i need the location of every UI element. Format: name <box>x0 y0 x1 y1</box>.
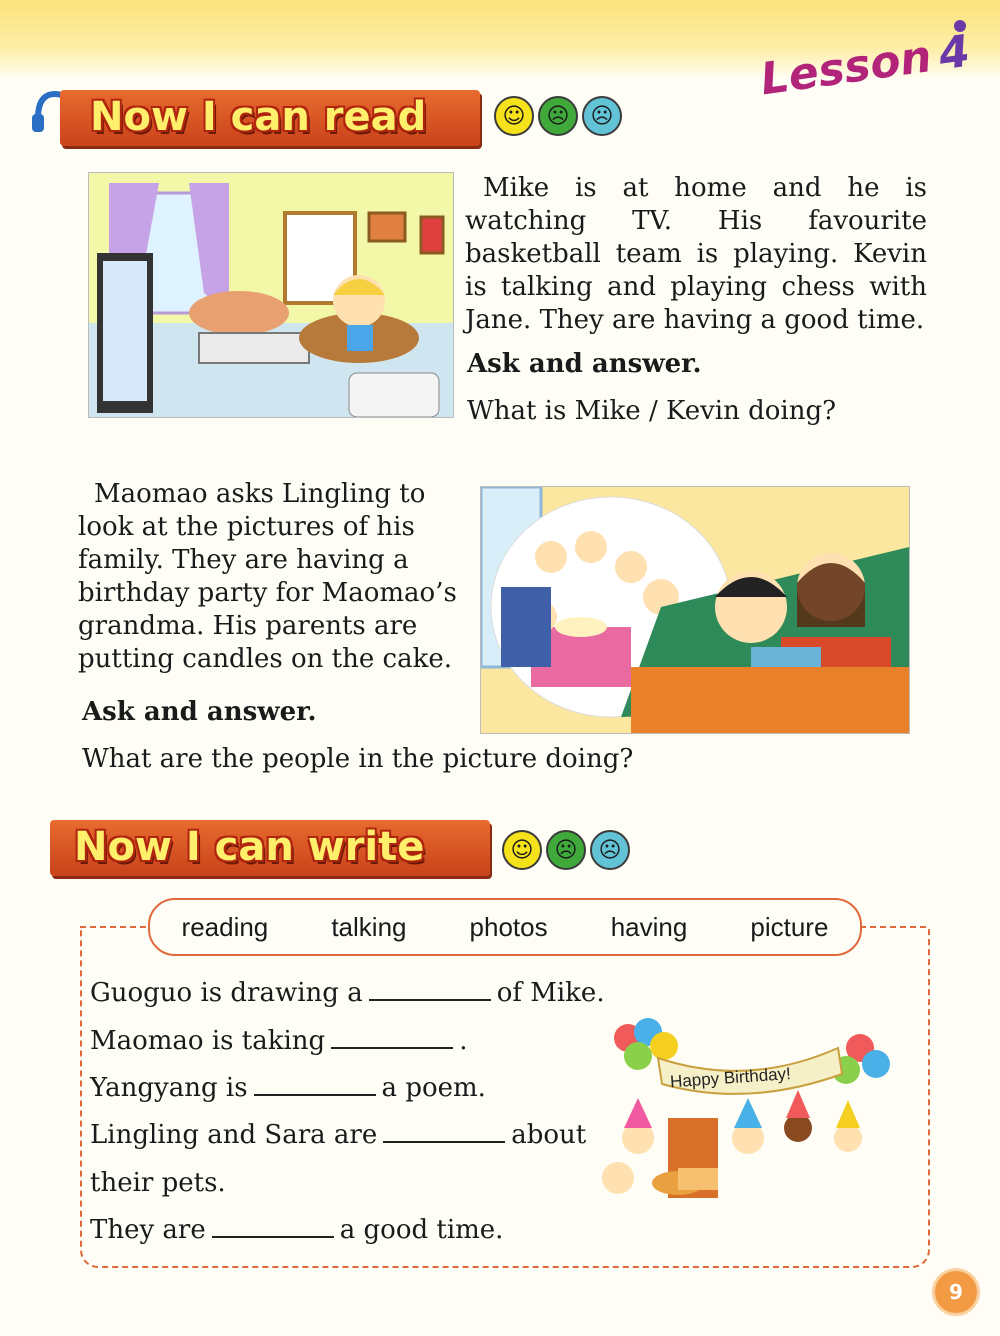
line-text: their pets. <box>90 1168 226 1198</box>
neutral-face-icon[interactable]: ☹ <box>546 830 586 870</box>
ask-and-answer-2: Ask and answer. <box>82 697 317 727</box>
line-text: Guoguo is drawing a <box>90 978 363 1008</box>
write-title-banner <box>50 820 490 876</box>
answer-blank[interactable] <box>331 1027 453 1049</box>
line-text: about <box>511 1120 587 1150</box>
lesson-number: 4 <box>935 25 973 81</box>
read-title-banner <box>60 90 480 146</box>
line-text: of Mike. <box>496 978 605 1008</box>
line-text: Maomao is taking <box>90 1026 326 1056</box>
line-text: a poem. <box>381 1073 486 1103</box>
read-passage-1: Mike is at home and he is watching TV. His favourite basketball team is playing. Kevin is talking and playing chess with Jane. They are having a good time. <box>465 173 927 335</box>
answer-blank[interactable] <box>254 1074 376 1096</box>
fill-line-2 <box>90 1026 467 1056</box>
fill-line-5 <box>90 1168 226 1198</box>
read-rating-faces <box>494 96 622 136</box>
word-bank-item: photos <box>469 911 548 942</box>
living-room-picture <box>88 172 454 418</box>
word-bank-item: having <box>610 911 688 942</box>
answer-blank[interactable] <box>369 979 491 1001</box>
read-question-2: What are the people in the picture doing? <box>82 744 634 774</box>
happy-birthday-banner: Happy Birthday! <box>669 1064 792 1092</box>
line-text: Lingling and Sara are <box>90 1120 378 1150</box>
write-title: Now I can write <box>74 824 425 870</box>
page-number: 9 <box>932 1268 980 1316</box>
fill-line-6 <box>90 1215 503 1245</box>
birthday-party-picture <box>598 1018 898 1228</box>
word-bank-item: reading <box>181 911 269 942</box>
ask-and-answer-1: Ask and answer. <box>467 349 702 379</box>
read-question-1: What is Mike / Kevin doing? <box>467 396 837 426</box>
line-text: They are <box>90 1215 206 1245</box>
line-text: Yangyang is <box>90 1073 248 1103</box>
word-bank-item: picture <box>750 911 829 942</box>
line-text: a good time. <box>339 1215 504 1245</box>
write-rating-faces <box>502 830 630 870</box>
fill-line-4 <box>90 1120 586 1150</box>
answer-blank[interactable] <box>383 1121 505 1143</box>
read-title: Now I can read <box>90 94 427 140</box>
read-passage-2: Maomao asks Lingling to look at the pictures of his family. They are having a birthday party for Maomao’s grandma. His parents are putting candles on the cake. <box>78 479 457 674</box>
sad-face-icon[interactable]: ☹ <box>582 96 622 136</box>
word-bank <box>148 898 862 956</box>
fill-line-1 <box>90 978 605 1008</box>
sad-face-icon[interactable]: ☹ <box>590 830 630 870</box>
happy-face-icon[interactable]: ☺ <box>502 830 542 870</box>
happy-face-icon[interactable]: ☺ <box>494 96 534 136</box>
word-bank-item: talking <box>331 911 407 942</box>
lesson-word: Lesson <box>757 30 935 106</box>
family-photos-picture <box>480 486 910 734</box>
neutral-face-icon[interactable]: ☹ <box>538 96 578 136</box>
line-text: . <box>459 1026 468 1056</box>
answer-blank[interactable] <box>212 1216 334 1238</box>
fill-line-3 <box>90 1073 486 1103</box>
